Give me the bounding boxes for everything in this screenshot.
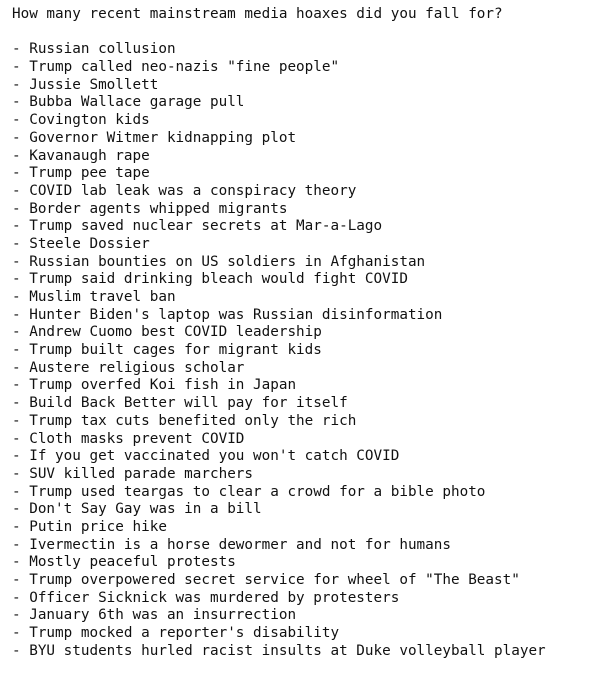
list-item [12, 448, 600, 466]
list-item-text: Kavanaugh rape [29, 147, 150, 164]
list-item-text: January 6th was an insurrection [29, 607, 297, 624]
bullet-dash: - [12, 165, 30, 182]
bullet-dash: - [12, 271, 30, 288]
bullet-dash: - [12, 235, 30, 252]
bullet-dash: - [12, 412, 30, 429]
list-item [12, 537, 600, 555]
list-item-text: Border agents whipped migrants [29, 200, 288, 217]
list-item-text: Mostly peaceful protests [29, 554, 236, 571]
list-item [12, 484, 600, 502]
list-item [12, 377, 600, 395]
list-item-text: If you get vaccinated you won't catch COVID [29, 448, 400, 465]
list-item-text: Austere religious scholar [29, 359, 245, 376]
bullet-dash: - [12, 200, 30, 217]
list-item [12, 572, 600, 590]
bullet-dash: - [12, 218, 30, 235]
list-item [12, 590, 600, 608]
bullet-dash: - [12, 642, 30, 659]
bullet-dash: - [12, 342, 30, 359]
list-item [12, 218, 600, 236]
list-item-text: Trump overfed Koi fish in Japan [29, 377, 297, 394]
list-item-text: COVID lab leak was a conspiracy theory [29, 182, 357, 199]
list-item [12, 501, 600, 519]
list-item [12, 431, 600, 449]
list-item [12, 201, 600, 219]
list-item [12, 307, 600, 325]
list-item-text: Trump mocked a reporter's disability [29, 625, 340, 642]
list-item [12, 77, 600, 95]
list-item-text: Ivermectin is a horse dewormer and not for humans [29, 536, 451, 553]
bullet-dash: - [12, 289, 30, 305]
bullet-dash: - [12, 59, 30, 76]
list-item-text: Steele Dossier [29, 235, 150, 252]
list-item-text: Trump built cages for migrant kids [29, 342, 322, 359]
bullet-dash: - [12, 324, 30, 341]
list-item [12, 148, 600, 166]
document [12, 6, 600, 660]
question-heading: How many recent mainstream media hoaxes did you fall for? [12, 6, 503, 22]
list-item-text: Muslim travel ban [29, 289, 176, 305]
list-item [12, 342, 600, 360]
list-item-text: Jussie Smollett [29, 76, 159, 93]
list-item-text: Officer Sicknick was murdered by protesters [29, 589, 400, 606]
list-item [12, 183, 600, 201]
bullet-dash: - [12, 395, 30, 412]
blank-line [12, 24, 600, 42]
bullet-dash: - [12, 359, 30, 376]
list-item-text: Trump tax cuts benefited only the rich [29, 412, 357, 429]
list-item [12, 519, 600, 537]
list-item [12, 607, 600, 625]
bullet-dash: - [12, 501, 30, 518]
bullet-dash: - [12, 147, 30, 164]
list-item [12, 271, 600, 289]
list-item-text: Andrew Cuomo best COVID leadership [29, 324, 322, 341]
bullet-dash: - [12, 94, 30, 111]
list-item [12, 324, 600, 342]
list-item [12, 466, 600, 484]
bullet-dash: - [12, 483, 30, 500]
bullet-dash: - [12, 448, 30, 465]
list-item-text: Governor Witmer kidnapping plot [29, 129, 297, 146]
list-item [12, 236, 600, 254]
bullet-dash: - [12, 625, 30, 642]
bullet-dash: - [12, 536, 30, 553]
list-item-text: Cloth masks prevent COVID [29, 430, 245, 447]
list-item [12, 130, 600, 148]
list-item-text: Russian collusion [29, 41, 176, 58]
list-item [12, 554, 600, 572]
list-item [12, 59, 600, 77]
bullet-dash: - [12, 182, 30, 199]
list-item-text: Russian bounties on US soldiers in Afghanistan [29, 253, 426, 270]
bullet-dash: - [12, 253, 30, 270]
list-item-text: Don't Say Gay was in a bill [29, 501, 262, 518]
bullet-dash: - [12, 306, 30, 323]
list-item [12, 360, 600, 378]
list-item [12, 41, 600, 59]
hoax-list [12, 41, 600, 660]
list-item-text: Putin price hike [29, 518, 167, 535]
bullet-dash: - [12, 76, 30, 93]
bullet-dash: - [12, 589, 30, 606]
list-item [12, 289, 600, 307]
list-item-text: Trump said drinking bleach would fight COVID [29, 271, 408, 288]
list-item-text: Trump saved nuclear secrets at Mar-a-Lago [29, 218, 383, 235]
bullet-dash: - [12, 518, 30, 535]
bullet-dash: - [12, 112, 30, 129]
list-item [12, 94, 600, 112]
list-item [12, 112, 600, 130]
list-item-text: Trump pee tape [29, 165, 150, 182]
list-item-text: Hunter Biden's laptop was Russian disinformation [29, 306, 443, 323]
list-item-text: Build Back Better will pay for itself [29, 395, 348, 412]
bullet-dash: - [12, 572, 30, 588]
list-item-text: Covington kids [29, 112, 150, 129]
list-item [12, 643, 600, 661]
bullet-dash: - [12, 465, 30, 482]
list-item-text: Trump used teargas to clear a crowd for a bible photo [29, 483, 486, 500]
bullet-dash: - [12, 430, 30, 447]
list-item [12, 254, 600, 272]
list-item [12, 395, 600, 413]
bullet-dash: - [12, 554, 30, 571]
list-item-text: Bubba Wallace garage pull [29, 94, 245, 111]
bullet-dash: - [12, 129, 30, 146]
bullet-dash: - [12, 377, 30, 394]
list-item-text: Trump called neo-nazis "fine people" [29, 59, 340, 76]
bullet-dash: - [12, 607, 30, 624]
list-item-text: Trump overpowered secret service for wheel of "The Beast" [29, 572, 520, 588]
list-item-text: SUV killed parade marchers [29, 465, 254, 482]
bullet-dash: - [12, 41, 30, 58]
list-item [12, 165, 600, 183]
list-item [12, 413, 600, 431]
list-item-text: BYU students hurled racist insults at Duke volleyball player [29, 642, 546, 659]
list-item [12, 625, 600, 643]
